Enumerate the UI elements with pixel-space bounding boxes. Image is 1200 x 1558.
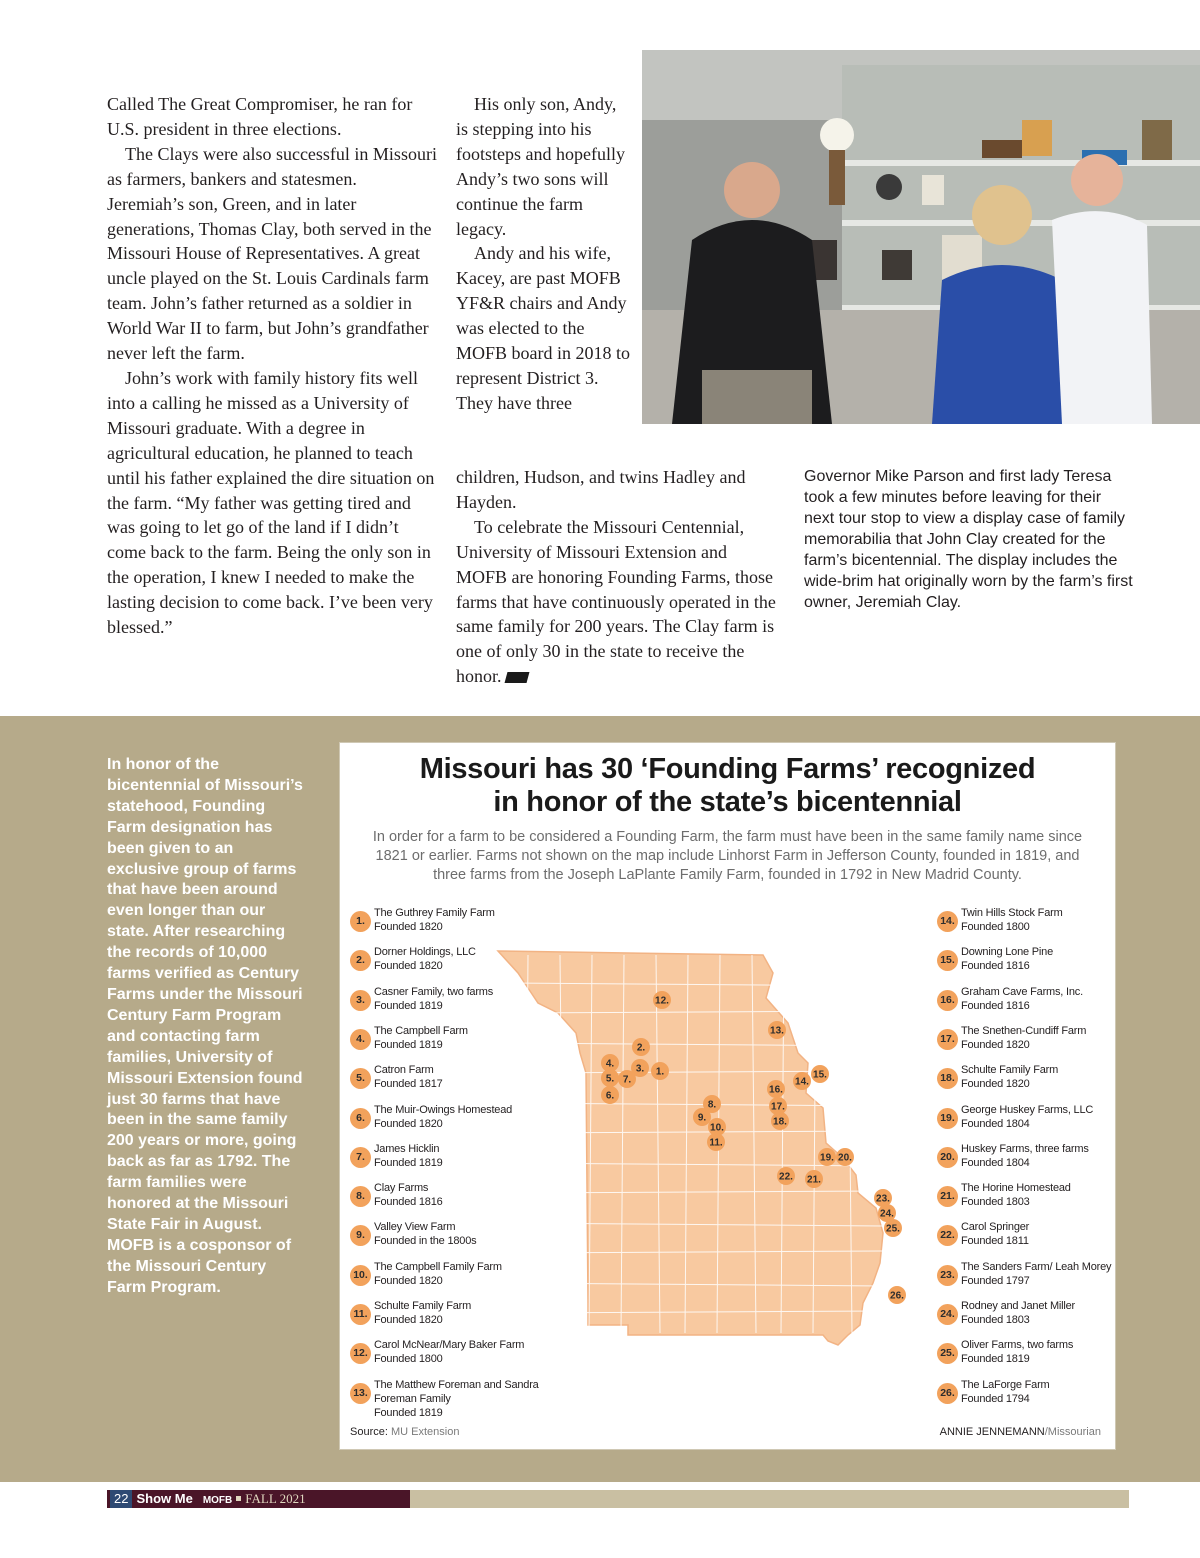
farm-list-item [937,1296,1137,1332]
farm-entry [961,1181,1136,1209]
farm-number-badge: 16. [937,990,958,1011]
farm-entry [961,945,1136,973]
farm-entry [961,985,1136,1013]
farm-entry [961,1103,1136,1131]
credit-outlet: /Missourian [1044,1426,1101,1438]
farm-founded: Founded 1803 [961,1196,1030,1209]
farm-founded: Founded 1820 [374,921,443,933]
farm-number-badge: 23. [937,1265,958,1286]
farm-name: The Muir-Owings Homestead [374,1103,513,1116]
map-marker-label: 10. [710,1122,724,1134]
map-marker [767,1080,785,1098]
map-marker [836,1148,854,1166]
farm-number-badge: 19. [937,1108,958,1129]
map-marker-label: 7. [622,1074,632,1086]
map-marker [805,1170,823,1188]
map-marker-label: 6. [605,1090,615,1102]
map-marker [601,1069,619,1087]
map-marker [653,991,671,1009]
map-marker-label: 13. [770,1025,784,1037]
farm-number-badge: 7. [350,1147,371,1168]
separator-square-icon [236,1496,241,1501]
farm-number-badge: 5. [350,1068,371,1089]
article-column-2-bottom [456,465,781,689]
farm-name: George Huskey Farms, LLC [961,1103,1094,1116]
article-paragraph: John’s work with family history fits well into a calling he missed as a University of Missouri graduate. With a degree in agricultural education, he planned to teach until his father explained the dire situation on the farm. “My father was getting tired and was going to let go of the land if I didn’t come back to the farm. Being the only son in the operation, I knew I needed to make the lasting decision to come back. I’ve been very blessed.” [107,367,435,638]
farm-number-badge: 14. [937,911,958,932]
farm-list-item [937,1375,1137,1411]
article-paragraph: Called The Great Compromiser, he ran for U.S. president in three elections. [107,94,413,139]
farm-founded: Founded 1816 [961,999,1030,1012]
photo-caption: Governor Mike Parson and first lady Teresa took a few minutes before leaving for their next tour stop to view a display case of family memorabilia that John Clay created for the farm’s bicentennial. The display includes the wide-brim hat originally worn by the farm’s first owner, Jeremiah Clay. [804,468,1133,611]
farm-entry [961,1299,1136,1327]
map-marker-label: 25. [886,1223,900,1235]
article-paragraph: Andy and his wife, Kacey, are past MOFB YF&R chairs and Andy was elected to the MOFB board in 2018 to represent District 3. They have three [456,243,631,413]
museum-display-photo [642,50,1200,424]
farm-founded: Founded 1804 [961,1156,1030,1169]
farm-list-item [937,903,1137,939]
map-marker-label: 17. [771,1101,785,1113]
farm-name: Carol McNear/Mary Baker Farm [374,1339,525,1352]
farm-founded: Founded 1820 [374,960,443,973]
farm-entry [961,1260,1136,1288]
article-paragraph: children, Hudson, and twins Hadley and Hayden. [456,467,746,512]
article-photo [642,50,1200,424]
farm-founded: Founded 1816 [374,1196,443,1209]
farm-entry [961,1142,1136,1170]
infographic-title [340,753,1115,819]
farm-entry [961,906,1136,934]
farm-entry [961,1220,1136,1248]
farm-entry [961,1024,1136,1052]
farm-name: Clay Farms [374,1182,429,1195]
farm-entry [374,906,549,934]
map-marker-label: 1. [655,1066,665,1078]
farm-founded: Founded 1804 [961,1117,1030,1130]
source-note [350,1426,459,1438]
farm-number-badge: 10. [350,1265,371,1286]
map-marker-label: 23. [876,1193,890,1205]
map-marker-label: 8. [707,1099,717,1111]
map-marker-label: 21. [807,1174,821,1186]
farm-name: James Hicklin [374,1142,440,1155]
farm-founded: Founded in the 1800s [374,1235,477,1248]
map-marker-label: 15. [813,1069,827,1081]
farm-founded: Founded 1819 [374,999,443,1012]
map-marker-label: 11. [709,1137,723,1149]
map-marker [793,1072,811,1090]
map-marker-label: 26. [890,1290,904,1302]
farm-list-item [937,1100,1137,1136]
map-marker-label: 22. [779,1171,793,1183]
farm-list-item [937,1060,1137,1096]
farm-number-badge: 22. [937,1225,958,1246]
farm-number-badge: 4. [350,1029,371,1050]
map-marker-label: 2. [636,1042,646,1054]
farm-name: Carol Springer [961,1221,1030,1234]
article-paragraph [456,515,781,689]
map-marker-label: 24. [880,1208,894,1220]
article-paragraph-text: To celebrate the Missouri Centennial, University of Missouri Extension and MOFB are honoring Founding Farms, those farms that have continuously operated in the same family for 200 years. The Clay farm is one of only 30 in the state to receive the honor. [456,516,776,687]
map-marker-label: 5. [605,1073,615,1085]
sidebar-text: In honor of the bicentennial of Missouri’s statehood, Founding Farm designation has been given to an exclusive group of farms that have been around even longer than our state. After researching the records of 10,000 farms verified as Century Farms under the Missouri Century Farm Program and contacting farm families, University of Missouri Extension found just 30 farms that have been in the same family 200 years or more, going back as far as 1792. The farm families were honored at the Missouri State Fair in August. MOFB is a cosponsor of the Missouri Century Farm Program. [107,756,303,1296]
magazine-name: Show Me [136,1491,193,1506]
farm-founded: Founded 1819 [374,1038,443,1051]
farm-founded: Founded 1800 [374,1353,443,1366]
farm-founded: Founded 1794 [961,1392,1030,1405]
farm-list-item [350,903,550,939]
farm-number-badge: 15. [937,950,958,971]
map-marker-label: 12. [655,995,669,1007]
map-marker [632,1038,650,1056]
map-marker-label: 9. [697,1112,707,1124]
map-marker [601,1086,619,1104]
farm-founded: Founded 1819 [374,1406,443,1419]
farm-name: Twin Hills Stock Farm [961,907,1063,919]
article-column-1 [107,92,437,640]
map-marker-label: 16. [769,1084,783,1096]
farm-number-badge: 6. [350,1108,371,1129]
graphic-credit [940,1426,1101,1438]
farm-list-item [937,1178,1137,1214]
map-marker [888,1286,906,1304]
farm-name: Oliver Farms, two farms [961,1339,1074,1352]
farm-name: The Campbell Farm [374,1024,468,1037]
map-marker [777,1167,795,1185]
farm-list-item [937,1139,1137,1175]
map-marker-label: 4. [605,1058,615,1070]
farm-name: Casner Family, two farms [374,985,494,998]
farm-entry [961,1338,1136,1366]
farm-name: Graham Cave Farms, Inc. [961,985,1083,998]
farm-name: The Horine Homestead [961,1182,1071,1195]
farm-name: Huskey Farms, three farms [961,1142,1089,1155]
article-paragraph: The Clays were also successful in Missouri as farmers, bankers and statesmen. Jeremiah’s son, Green, and in later generations, Thomas Clay, both served in the Missouri House of Representatives. A great uncle played on the St. Louis Cardinals farm team. John’s father returned as a soldier in World War II to farm, but John’s grandfather never left the farm. [107,143,437,364]
farm-number-badge: 13. [350,1383,371,1404]
farm-founded: Founded 1819 [374,1156,443,1169]
farm-founded: Founded 1817 [374,1078,443,1091]
farm-name: The Matthew Foreman and Sandra Foreman Family [374,1378,539,1405]
farm-name: The Campbell Family Farm [374,1260,502,1273]
farm-name: The Snethen-Cundiff Farm [961,1024,1087,1037]
farm-number-badge: 21. [937,1186,958,1207]
farm-name: Schulte Family Farm [374,1300,472,1312]
farm-founded: Founded 1819 [961,1353,1030,1366]
farm-name: Rodney and Janet Miller [961,1300,1076,1312]
map-marker-label: 3. [635,1063,645,1075]
farm-list-item [937,1021,1137,1057]
farm-name: The LaForge Farm [961,1378,1050,1391]
farm-founded: Founded 1800 [961,921,1030,933]
article-paragraph: His only son, Andy, is stepping into his footsteps and hopefully Andy’s two sons will continue the farm legacy. [456,94,625,239]
map-marker-label: 19. [820,1152,834,1164]
credit-name: ANNIE JENNEMANN [939,1426,1045,1438]
farm-founded: Founded 1820 [961,1078,1030,1091]
farm-number-badge: 24. [937,1304,958,1325]
farm-list-item [937,982,1137,1018]
map-marker-label: 20. [838,1152,852,1164]
farm-name: Schulte Family Farm [961,1064,1059,1077]
farm-number-badge: 8. [350,1186,371,1207]
farm-number-badge: 3. [350,990,371,1011]
map-marker [651,1062,669,1080]
farm-founded: Founded 1797 [961,1274,1030,1287]
farm-founded: Founded 1816 [961,960,1030,973]
farm-number-badge: 9. [350,1225,371,1246]
farm-name: Downing Lone Pine [961,946,1054,959]
map-marker [707,1133,725,1151]
farm-name: Dorner Holdings, LLC [374,946,476,959]
farm-number-badge: 18. [937,1068,958,1089]
map-marker [818,1148,836,1166]
map-marker [811,1065,829,1083]
infographic-title-line: in honor of the state’s bicentennial [493,786,962,818]
map-marker-label: 18. [773,1116,787,1128]
issue-season: FALL 2021 [245,1491,306,1506]
farm-number-badge: 12. [350,1343,371,1364]
map-marker [768,1021,786,1039]
map-marker [618,1070,636,1088]
end-of-story-icon [504,672,529,683]
infographic-description: In order for a farm to be considered a Founding Farm, the farm must have been in the same family name since 1821 or earlier. Farms not shown on the map include Linhorst Farm in Jefferson County, founded in 1819, and three farms from the Joseph LaPlante Family Farm, founded in 1792 in New Madrid County. [372,829,1083,883]
farm-founded: Founded 1820 [374,1117,443,1130]
farm-founded: Founded 1820 [374,1274,443,1287]
farm-entry [961,1378,1136,1406]
farm-number-badge: 17. [937,1029,958,1050]
map-marker [771,1112,789,1130]
source-label: Source: [350,1426,388,1438]
farm-founded: Founded 1820 [961,1038,1030,1051]
map-marker-label: 14. [795,1076,809,1088]
farm-name: The Guthrey Family Farm [374,907,495,919]
farm-list-item [937,1217,1137,1253]
farm-founded: Founded 1820 [374,1314,443,1326]
farm-name: Catron Farm [374,1064,434,1077]
map-marker [693,1108,711,1126]
page-number: 22 [110,1490,132,1508]
farm-number-badge: 25. [937,1343,958,1364]
publisher-name: MOFB [202,1495,233,1506]
farm-number-badge: 1. [350,911,371,932]
page-footer [110,1490,306,1508]
farm-name: The Sanders Farm/ Leah Morey [961,1260,1112,1273]
source-value: MU Extension [390,1426,460,1438]
farm-number-badge: 2. [350,950,371,971]
farm-founded: Founded 1811 [961,1235,1029,1248]
farm-number-badge: 20. [937,1147,958,1168]
farm-number-badge: 26. [937,1383,958,1404]
missouri-map [488,943,938,1443]
infographic-title-line: Missouri has 30 ‘Founding Farms’ recognized [419,753,1036,785]
founding-farms-infographic [339,742,1116,1450]
farm-number-badge: 11. [350,1304,371,1325]
farm-list-item [937,1335,1137,1371]
farm-list-item [937,942,1137,978]
farm-name: Valley View Farm [374,1221,456,1234]
farm-entry [961,1063,1136,1091]
farm-list-item [937,1257,1137,1293]
farm-founded: Founded 1803 [961,1314,1030,1326]
article-column-2-top [456,92,631,416]
map-marker [884,1219,902,1237]
